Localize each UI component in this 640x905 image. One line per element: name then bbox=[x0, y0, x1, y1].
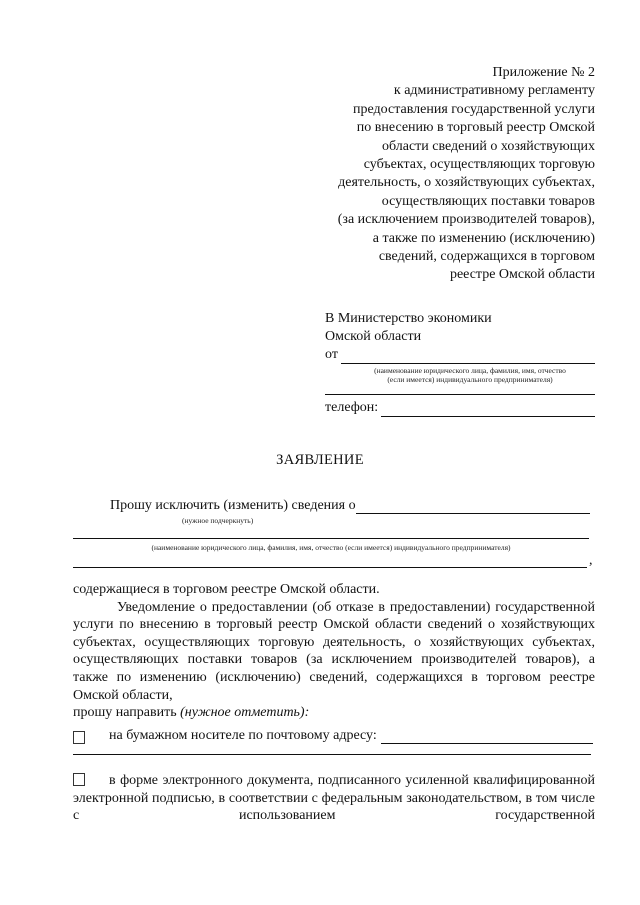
phone-row bbox=[325, 399, 595, 417]
send-row bbox=[73, 704, 595, 722]
appendix-line: области сведений о хозяйствующих bbox=[381, 138, 595, 154]
request-row bbox=[110, 498, 590, 514]
contained-text: содержащиеся в торговом реестре Омской области. bbox=[73, 582, 380, 597]
postal-address-field-2[interactable] bbox=[73, 754, 591, 755]
phone-field[interactable] bbox=[381, 403, 595, 417]
entity-name-field-2[interactable] bbox=[73, 567, 587, 568]
appendix-line: к административному регламенту bbox=[393, 83, 595, 99]
appendix-line: предоставления государственной услуги bbox=[353, 101, 595, 117]
postal-address-field[interactable] bbox=[381, 730, 593, 744]
addressee-ministry: В Министерство экономики bbox=[325, 311, 492, 326]
request-hint: (нужное подчеркнуть) bbox=[182, 516, 254, 525]
trailing-comma: , bbox=[589, 553, 593, 568]
from-row bbox=[325, 346, 595, 364]
from-hint-1: (наименование юридического лица, фамилия, имя, отчество bbox=[374, 366, 566, 375]
request-text: Прошу исключить (изменить) сведения о bbox=[110, 498, 356, 513]
paper-label: на бумажном носителе по почтовому адресу: bbox=[109, 728, 377, 743]
from-hint-2: (если имеется) индивидуального предпринимателя) bbox=[387, 375, 553, 384]
electronic-label: в форме электронного документа, подписанного усиленной квалифицированной электронной подписью, в соответствии с федеральным законодательством, в том числе с использованием государственной bbox=[73, 773, 595, 824]
send-hint: (нужное отметить): bbox=[180, 705, 310, 721]
from-field[interactable] bbox=[341, 350, 595, 364]
send-prefix: прошу направить bbox=[73, 705, 181, 721]
paper-checkbox[interactable] bbox=[73, 731, 85, 744]
document-title: ЗАЯВЛЕНИЕ bbox=[276, 452, 364, 468]
notice-text: Уведомление о предоставлении (об отказе в предоставлении) государственной услуги по внесению в торговый реестр Омской области сведений о хозяйствующих субъектах, осуществляющих торговую деятельность, о хозяйствующих субъектах, осуществляющих поставки товаров (за исключением производителей товаров), а также по изменению (исключению) сведений, содержащихся в торговом реестре Омской области, bbox=[73, 599, 595, 703]
phone-label: телефон: bbox=[325, 400, 379, 415]
appendix-line: реестре Омской области bbox=[449, 267, 595, 283]
request-subject-field[interactable] bbox=[356, 500, 590, 514]
entity-name-field[interactable] bbox=[73, 538, 589, 539]
option-electronic bbox=[73, 772, 595, 825]
option-paper-row bbox=[73, 728, 593, 744]
from-field-line-2[interactable] bbox=[325, 384, 595, 395]
from-label: от bbox=[325, 347, 338, 362]
addressee-region: Омской области bbox=[325, 329, 422, 344]
appendix-line: сведений, содержащихся в торговом bbox=[378, 249, 595, 265]
appendix-line: а также по изменению (исключению) bbox=[372, 230, 595, 246]
appendix-line: деятельность, о хозяйствующих субъектах, bbox=[338, 175, 595, 191]
electronic-checkbox[interactable] bbox=[73, 773, 85, 786]
body-text bbox=[73, 581, 595, 722]
appendix-header bbox=[295, 64, 595, 285]
appendix-line: по внесению в торговый реестр Омской bbox=[356, 120, 595, 136]
option-paper bbox=[73, 728, 593, 755]
request-block bbox=[110, 498, 590, 525]
addressee-block bbox=[325, 310, 595, 417]
appendix-line: субъектах, осуществляющих торговую bbox=[363, 157, 595, 173]
appendix-line: осуществляющих поставки товаров bbox=[381, 193, 595, 209]
appendix-line: Приложение № 2 bbox=[492, 65, 595, 80]
appendix-line: (за исключением производителей товаров), bbox=[337, 212, 595, 228]
entity-name-hint: (наименование юридического лица, фамилия, имя, отчество (если имеется) индивидуального предпринимателя) bbox=[151, 543, 511, 552]
